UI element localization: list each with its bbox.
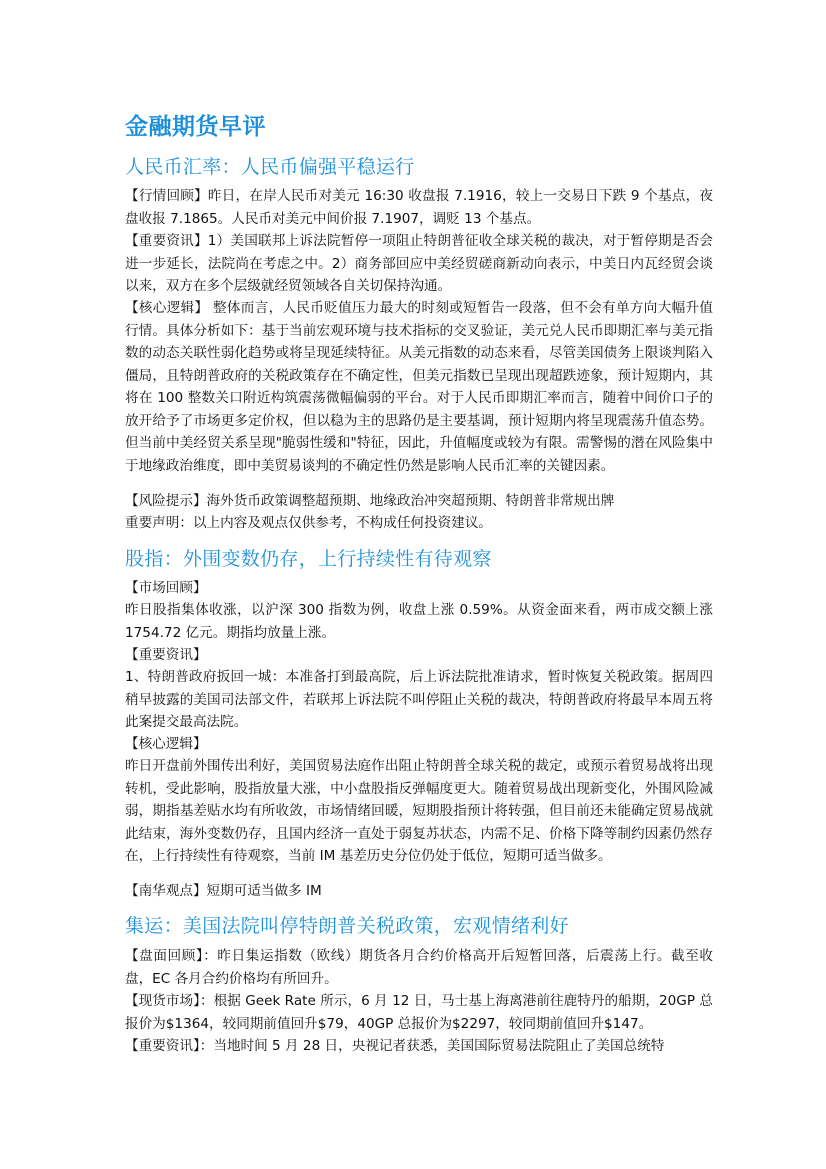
shipping-spot-market: 【现货市场】：根据 Geek Rate 所示，6 月 12 日，马士基上海离港前往鹿特丹的船期，20GP 总报价为$1364，较同期前值回升$79，40GP 总报价为$2297，较同期前值回升$147。 — [125, 993, 713, 1032]
section-heading-shipping: 集运：美国法院叫停特朗普关税政策，宏观情绪利好 — [125, 915, 569, 937]
section-heading-stock-index: 股指：外围变数仍存，上行持续性有待观察 — [125, 548, 492, 570]
rmb-disclaimer: 重要声明：以上内容及观点仅供参考，不构成任何投资建议。 — [125, 515, 493, 531]
stock-market-review: 昨日股指集体收涨，以沪深 300 指数为例，收盘上涨 0.59%。从资金面来看，两市成交额上涨 1754.72 亿元。期指均放量上涨。 — [125, 602, 713, 641]
rmb-core-logic: 【核心逻辑】 整体而言，人民币贬值压力最大的时刻或短暂告一段落，但不会有单方向大幅升值行情。具体分析如下：基于当前宏观环境与技术指标的交叉验证，美元兑人民币即期汇率与美元指数的动态关联性弱化趋势或将呈现延续特征。从美元指数的动态来看，尽管美国债务上限谈判陷入僵局，且特朗普政府的关税政策存在不确定性，但美元指数已呈现出现超跌迹象，预计短期内，其将在 100 整数关口附近构筑震荡微幅偏弱的平台。对于人民币即期汇率而言，随着中间价口子的放开给予了市场更多定价权，但以稳为主的思路仍是主要基调，预计短期内将呈现震荡升值态势。但当前中美经贸关系呈现"脆弱性缓和"特征，因此，升值幅度或较为有限。需警惕的潜在风险集中于地缘政治维度，即中美贸易谈判的不确定性仍然是影响人民币汇率的关键因素。 — [125, 300, 713, 474]
stock-key-news: 1、特朗普政府扳回一城：本准备打到最高院，后上诉法院批准请求，暂时恢复关税政策。据周四稍早披露的美国司法部文件，若联邦上诉法院不叫停阻止关税的裁决，特朗普政府将最早本周五将此案提交最高法院。 — [125, 669, 713, 730]
document-title: 金融期货早评 — [125, 114, 266, 140]
stock-key-news-label: 【重要资讯】 — [125, 647, 207, 663]
shipping-market-review: 【盘面回顾】：昨日集运指数（欧线）期货各月合约价格高开后短暂回落，后震荡上行。截至收盘，EC 各月合约价格均有所回升。 — [125, 948, 713, 987]
section-heading-rmb: 人民币汇率：人民币偏强平稳运行 — [125, 156, 415, 178]
stock-core-logic: 昨日开盘前外围传出利好，美国贸易法庭作出阻止特朗普全球关税的裁定，或预示着贸易战将出现转机，受此影响，股指放量大涨，中小盘股指反弹幅度更大。随着贸易战出现新变化，外围风险减弱，期指基差贴水均有所收敛，市场情绪回暖，短期股指预计将转强，但目前还未能确定贸易战就此结束，海外变数仍存，且国内经济一直处于弱复苏状态，内需不足、价格下降等制约因素仍然存在，上行持续性有待观察，当前 IM 基差历史分位仍处于低位，短期可适当做多。 — [125, 758, 713, 864]
rmb-risk-warning: 【风险提示】海外货币政策调整超预期、地缘政治冲突超预期、特朗普非常规出牌 — [125, 493, 615, 509]
stock-core-logic-label: 【核心逻辑】 — [125, 736, 207, 752]
shipping-key-news: 【重要资讯】：当地时间 5 月 28 日，央视记者获悉，美国国际贸易法院阻止了美国总统特 — [125, 1038, 665, 1054]
stock-nanhua-view: 【南华观点】短期可适当做多 IM — [125, 883, 322, 899]
rmb-key-news: 【重要资讯】1）美国联邦上诉法院暂停一项阻止特朗普征收全球关税的裁决，对于暂停期是否会进一步延长，法院尚在考虑之中。2）商务部回应中美经贸磋商新动向表示，中美日内瓦经贸会谈以来，双方在多个层级就经贸领域各自关切保持沟通。 — [125, 233, 713, 294]
stock-market-review-label: 【市场回顾】 — [125, 580, 207, 596]
rmb-market-review: 【行情回顾】昨日，在岸人民币对美元 16:30 收盘报 7.1916，较上一交易日下跌 9 个基点，夜盘收报 7.1865。人民币对美元中间价报 7.1907，调贬 13 个基点。 — [125, 188, 713, 227]
